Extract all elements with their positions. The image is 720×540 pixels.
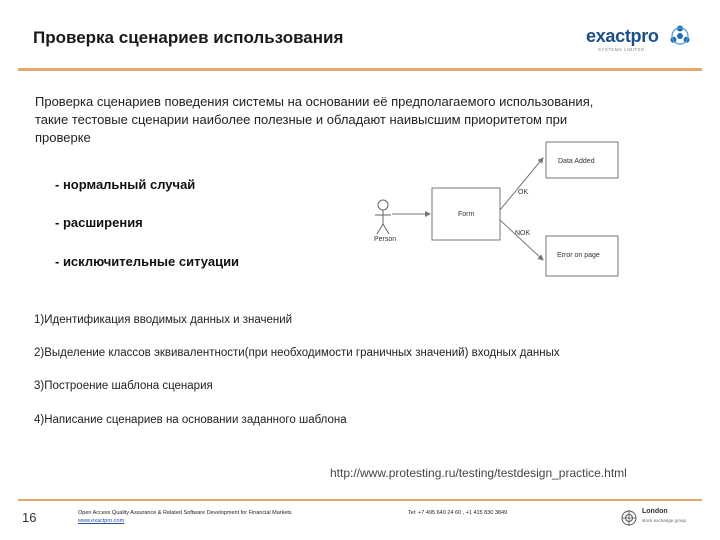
source-link[interactable]: http://www.protesting.ru/testing/testdesign_practice.html <box>330 466 627 480</box>
step-2: 2)Выделение классов эквивалентности(при необходимости граничных значений) входных данных <box>34 347 560 359</box>
footer-company <box>78 509 292 525</box>
lse-subtitle: stock exchange group <box>642 518 687 523</box>
footer-website-link[interactable]: www.exactpro.com <box>78 518 125 524</box>
footer-divider <box>18 499 702 501</box>
form-label: Form <box>458 211 475 218</box>
use-case-diagram <box>360 140 630 290</box>
ok-arrow <box>500 158 543 210</box>
bullet-normal-case: - нормальный случай <box>55 177 196 192</box>
footer-contacts: Tel: +7 495 640 24 60 , +1 415 830 3849 <box>408 510 508 516</box>
header-divider <box>18 68 702 71</box>
ok-label: OK <box>518 189 529 196</box>
person-icon <box>375 200 391 234</box>
lse-name: London <box>642 508 668 515</box>
logo-text: exactpro <box>586 26 659 46</box>
lse-emblem-icon <box>620 508 638 528</box>
error-label: Error on page <box>557 252 600 259</box>
step-1: 1)Идентификация вводимых данных и значений <box>34 314 293 326</box>
bullet-extensions: - расширения <box>55 215 143 230</box>
step-4: 4)Написание сценариев на основании заданного шаблона <box>34 414 347 426</box>
bullet-exceptional: - исключительные ситуации <box>55 254 240 269</box>
exactpro-logo <box>584 22 694 56</box>
intro-paragraph: Проверка сценариев поведения системы на основании её предполагаемого использования, такие тестовые сценарии наиболее полезные и обладают наивысшим приоритетом при проверке <box>35 94 594 145</box>
data-added-label: Data Added <box>558 158 595 165</box>
nok-label: NOK <box>515 230 531 237</box>
step-3: 3)Построение шаблона сценария <box>34 380 213 392</box>
logo-tagline: SYSTEMS LIMITED <box>598 47 645 52</box>
exactpro-logo-icon <box>669 25 691 47</box>
actor-label: Person <box>374 236 397 243</box>
nok-arrow <box>500 220 543 260</box>
page-number: 16 <box>22 510 37 525</box>
footer-company-line: Open Access Quality Assurance & Related Software Development for Financial Markets <box>78 510 292 516</box>
lse-logo <box>620 508 710 532</box>
slide-title: Проверка сценариев использования <box>33 28 344 47</box>
